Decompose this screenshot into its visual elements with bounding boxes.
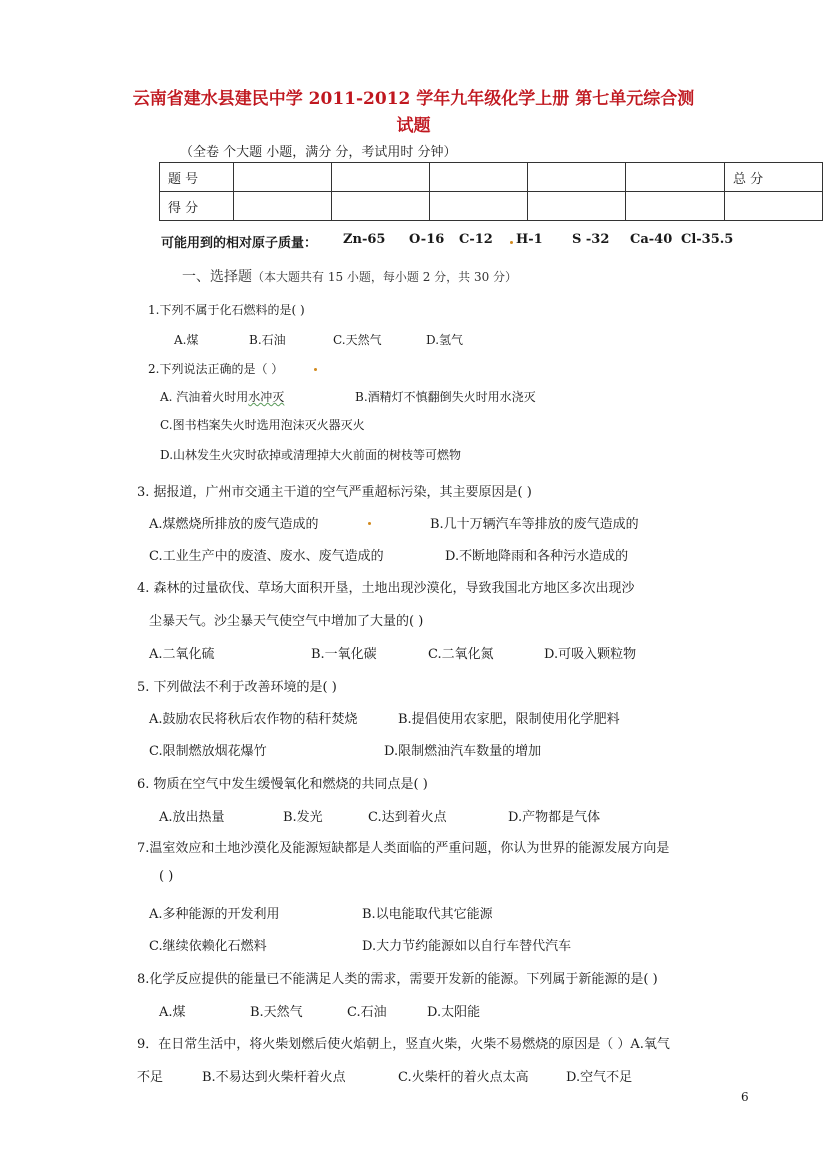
q8-stem: 8.化学反应提供的能量已不能满足人类的需求，需要开发新的能源。下列属于新能源的是( ) (137, 972, 658, 987)
q7-option-a: A.多种能源的开发利用 (149, 907, 280, 922)
q9-option-b: B.不易达到火柴杆着火点 (202, 1070, 346, 1085)
section-title: 一、选择题 (182, 269, 252, 285)
score-table (159, 162, 823, 221)
atomic-mass-h: H-1 (516, 232, 543, 247)
score-cell (430, 163, 528, 192)
atomic-mass-label: 可能用到的相对原子质量： (161, 236, 318, 251)
section-note: （本大题共有 15 小题，每小题 2 分，共 30 分） (252, 270, 518, 284)
atomic-mass-s: S -32 (572, 232, 610, 247)
score-cell (528, 192, 626, 221)
q2-option-a-text: A. 汽油着火时用 (160, 390, 249, 404)
q8-option-d: D.太阳能 (427, 1005, 481, 1020)
page-number: 6 (741, 1090, 749, 1104)
atomic-mass-ca: Ca-40 (630, 232, 673, 247)
stray-dot (510, 241, 513, 244)
score-cell (234, 192, 332, 221)
q4-option-c: C.二氧化氮 (428, 647, 494, 662)
row-label-question-number: 题 号 (160, 163, 234, 192)
atomic-mass-zn: Zn-65 (343, 232, 386, 247)
q2-option-c: C.图书档案失火时选用泡沫灭火器灭火 (160, 418, 365, 432)
q7-stem-line-1: 7.温室效应和土地沙漠化及能源短缺都是人类面临的严重问题，你认为世界的能源发展方向是 (137, 841, 670, 856)
q2-stem: 2.下列说法正确的是（ ） (148, 362, 284, 376)
q7-option-d: D.大力节约能源如以自行车替代汽车 (362, 939, 572, 954)
q8-option-b: B.天然气 (250, 1005, 303, 1020)
q4-option-b: B.一氧化碳 (311, 647, 377, 662)
atomic-mass-cl: Cl-35.5 (681, 232, 734, 247)
q3-option-a: A.煤燃烧所排放的废气造成的 (149, 517, 319, 532)
q7-option-b: B.以电能取代其它能源 (362, 907, 493, 922)
q3-option-d: D.不断地降雨和各种污水造成的 (445, 549, 629, 564)
q5-option-a: A.鼓励农民将秋后农作物的秸秆焚烧 (149, 712, 358, 727)
q8-option-a: A.煤 (159, 1005, 186, 1020)
score-cell (626, 192, 725, 221)
q3-stem: 3. 据报道，广州市交通主干道的空气严重超标污染，其主要原因是( ) (137, 485, 532, 500)
q1-option-d: D.氢气 (426, 333, 464, 347)
q6-option-d: D.产物都是气体 (508, 810, 601, 825)
q2-option-a-marked: 水冲灭 (248, 390, 285, 404)
q6-option-c: C.达到着火点 (368, 810, 447, 825)
score-cell (234, 163, 332, 192)
q1-option-c: C.天然气 (333, 333, 382, 347)
title-line-2: 试题 (396, 116, 431, 136)
q2-option-b: B.酒精灯不慎翻倒失火时用水浇灭 (355, 390, 536, 404)
q2-option-d: D.山林发生火灾时砍掉或清理掉大火前面的树枝等可燃物 (160, 448, 462, 462)
q1-option-a: A.煤 (174, 333, 199, 347)
score-cell (528, 163, 626, 192)
q7-stem-line-2: ( ) (159, 869, 174, 884)
atomic-mass-o: O-16 (409, 232, 445, 247)
q4-option-a: A.二氧化硫 (149, 647, 215, 662)
atomic-mass-c: C-12 (459, 232, 493, 247)
score-cell (725, 192, 823, 221)
q1-stem: 1.下列不属于化石燃料的是( ) (148, 303, 305, 317)
section-heading (182, 266, 517, 286)
exam-info: （全卷 个大题 小题，满分 分，考试用时 分钟） (180, 145, 457, 160)
q4-stem-line-1: 4. 森林的过量砍伐、草场大面积开垦，土地出现沙漠化，导致我国北方地区多次出现沙 (137, 581, 635, 596)
q5-stem: 5. 下列做法不利于改善环境的是( ) (137, 680, 337, 695)
q8-option-c: C.石油 (347, 1005, 387, 1020)
stray-dot (368, 522, 371, 525)
q9-stem-line-1: 9．在日常生活中，将火柴划燃后使火焰朝上，竖直火柴，火柴不易燃烧的原因是（ ）A.氧气 (137, 1037, 670, 1052)
q7-option-c: C.继续依赖化石燃料 (149, 939, 267, 954)
q6-stem: 6. 物质在空气中发生缓慢氧化和燃烧的共同点是( ) (137, 777, 428, 792)
q5-option-b: B.提倡使用农家肥，限制使用化学肥料 (398, 712, 620, 727)
q3-option-c: C.工业生产中的废渣、废水、废气造成的 (149, 549, 384, 564)
score-cell (332, 163, 430, 192)
q9-option-c: C.火柴杆的着火点太高 (398, 1070, 529, 1085)
score-cell (430, 192, 528, 221)
score-cell (332, 192, 430, 221)
q1-option-b: B.石油 (249, 333, 286, 347)
q3-option-b: B.几十万辆汽车等排放的废气造成的 (430, 517, 639, 532)
q9-option-a-cont: 不足 (137, 1070, 164, 1085)
row-label-score: 得 分 (160, 192, 234, 221)
q4-stem-line-2: 尘暴天气。沙尘暴天气使空气中增加了大量的( ) (149, 614, 424, 629)
q5-option-c: C.限制燃放烟花爆竹 (149, 744, 267, 759)
title-line-1: 云南省建水县建民中学 2011-2012 学年九年级化学上册 第七单元综合测 (132, 89, 695, 109)
q6-option-a: A.放出热量 (159, 810, 225, 825)
q4-option-d: D.可吸入颗粒物 (544, 647, 637, 662)
q9-option-d: D.空气不足 (566, 1070, 633, 1085)
q6-option-b: B.发光 (283, 810, 323, 825)
stray-dot (314, 368, 317, 371)
q2-option-a (160, 388, 284, 405)
total-label: 总 分 (725, 163, 823, 192)
score-cell (626, 163, 725, 192)
q5-option-d: D.限制燃油汽车数量的增加 (384, 744, 542, 759)
